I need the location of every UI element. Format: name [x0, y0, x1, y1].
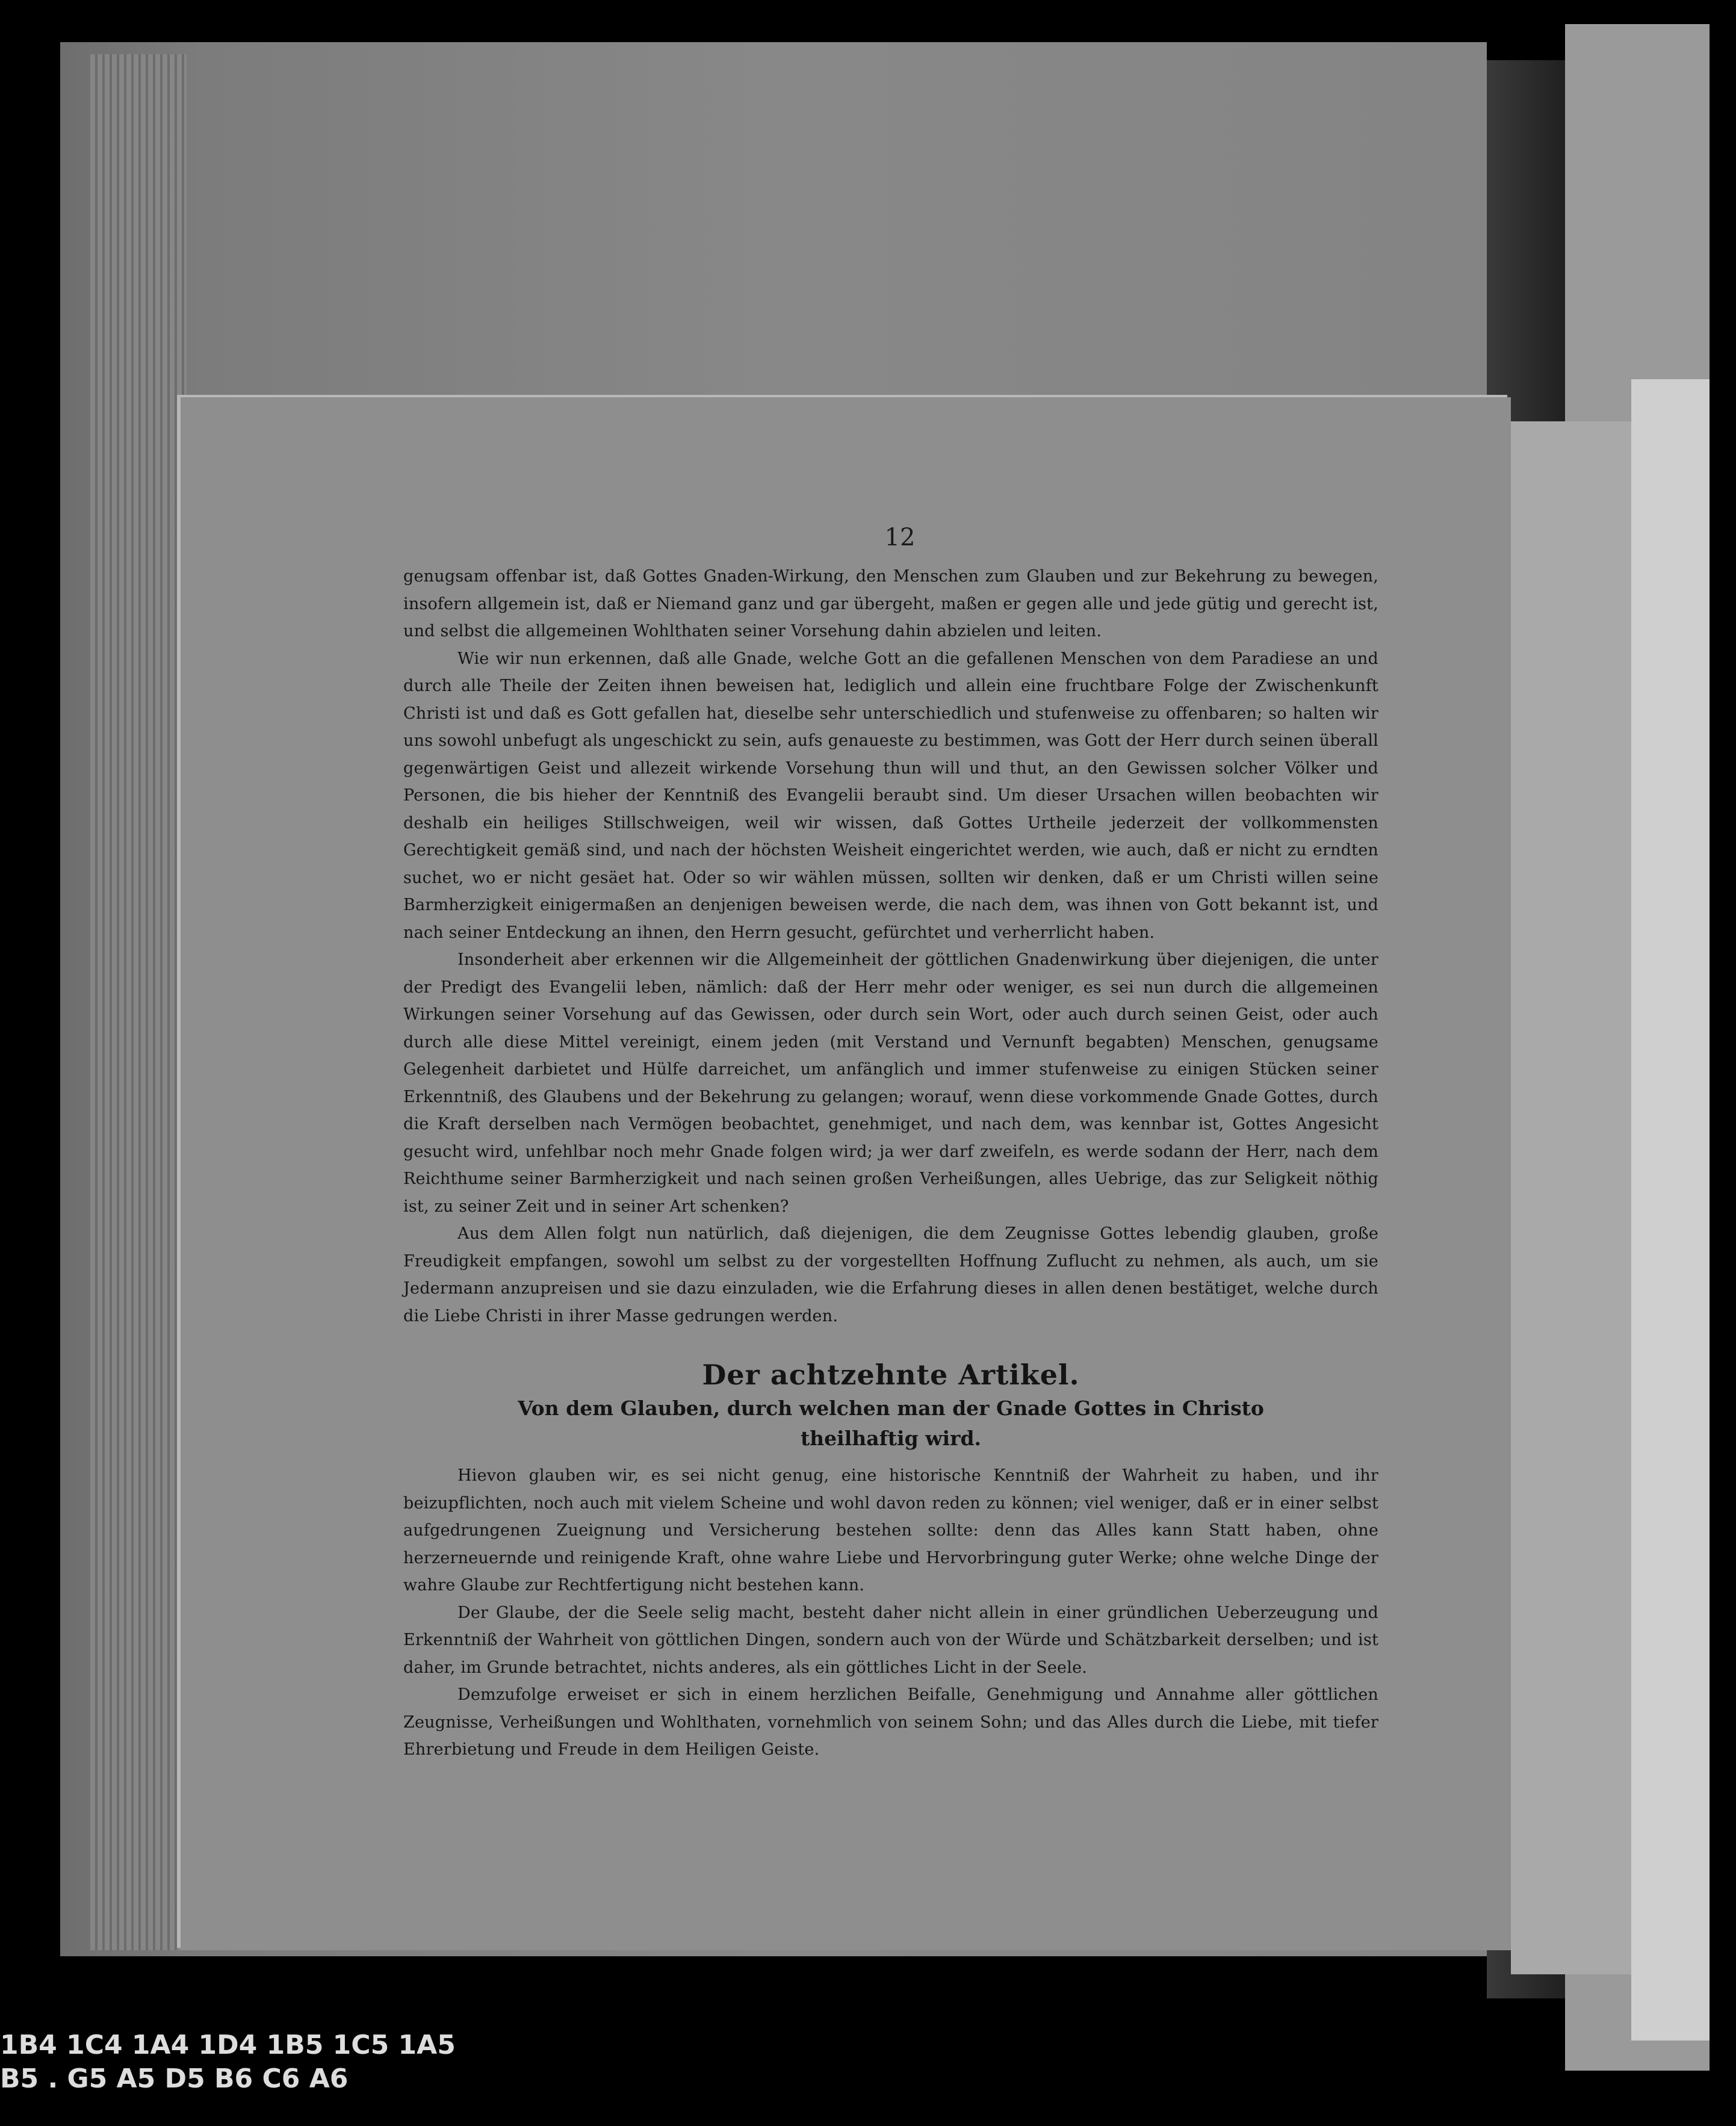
paragraph: Insonderheit aber erkennen wir die Allgemeinheit der göttlichen Gnadenwirkung über diejenigen, die unter der Predigt des Evangelii leben, nämlich: daß der Herr mehr oder weniger, es sei nun durch die allgemeinen Wirkungen seiner Vorsehung auf das Gewissen, oder durch sein Wort, oder auch durch seinen Geist, oder auch durch alle diese Mittel vereinigt, einem jeden (mit Verstand und Vernunft begabten) Menschen, genugsame Gelegenheit darbietet und Hülfe darreichet, um anfänglich und immer stufenweise zu einigen Stücken seiner Erkenntniß, des Glaubens und der Bekehrung zu gelangen; worauf, wenn diese vorkommende Gnade Gottes, durch die Kraft derselben nach Vermögen beobachtet, genehmiget, und nach dem, was kennbar ist, Gottes Angesicht gesucht wird, unfehlbar noch mehr Gnade folgen wird; ja wer darf zweifeln, es werde sodann der Herr, nach dem Reichthume seiner Barmherzigkeit und nach seinen großen Verheißungen, alles Uebrige, das zur Seligkeit nöthig ist, zu seiner Zeit und in seiner Art schenken? [403, 950, 1378, 1216]
paragraph: Wie wir nun erkennen, daß alle Gnade, welche Gott an die gefallenen Menschen von dem Paradiese an und durch alle Theile der Zeiten ihnen beweisen hat, lediglich und allein eine fruchtbare Folge der Zwischenkunft Christi ist und daß es Gott gefallen hat, dieselbe sehr unterschiedlich und stufenweise zu offenbaren; so halten wir uns sowohl unbefugt als ungeschickt zu sein, aufs genaueste zu bestimmen, was Gott der Herr durch seinen überall gegenwärtigen Geist und allezeit wirkende Vorsehung thun will und thut, an den Gewissen solcher Völker und Personen, die bis hieher der Kenntniß des Evangelii beraubt sind. Um dieser Ursachen willen beobachten wir deshalb ein heiliges Stillschweigen, weil wir wissen, daß Gottes Urtheile jederzeit der vollkommensten Gerechtigkeit gemäß sind, und nach der höchsten Weisheit eingerichtet werden, wie auch, daß er nicht zu erndten suchet, wo er nicht gesäet hat. Oder so wir wählen müssen, sollten wir denken, daß er um Christi willen seine Barmherzigkeit einigermaßen an denjenigen beweisen werde, die nach dem, was ihnen von Gott bekannt ist, und nach seiner Entdeckung an ihnen, den Herrn gesucht, gefürchtet und verherrlicht haben. [403, 649, 1378, 942]
film-label-line: 1B4 1C4 1A4 1D4 1B5 1C5 1A5 [0, 2030, 456, 2060]
article-title: Der achtzehnte Artikel. [702, 1359, 1080, 1391]
paragraph: Demzufolge erweiset er sich in einem herzlichen Beifalle, Genehmigung und Annahme aller göttlichen Zeugnisse, Verheißungen und Wohlthaten, vornehmlich von seinem Sohn; und das Alles durch die Liebe, mit tiefer Ehrerbietung und Freude in dem Heiligen Geiste. [403, 1685, 1378, 1759]
page-number: 12 [884, 524, 916, 551]
film-labels [0, 2028, 456, 2096]
article-subtitle [403, 1393, 1378, 1454]
page-edges [90, 54, 187, 1950]
paragraph: genugsam offenbar ist, daß Gottes Gnaden-Wirkung, den Menschen zum Glauben und zur Bekehrung zu bewegen, insofern allgemein ist, daß er Niemand ganz und gar übergeht, maßen er gegen alle und jede gütig und gerecht ist, und selbst die allgemeinen Wohlthaten seiner Vorsehung dahin abzielen und leiten. [403, 567, 1378, 640]
right-strip-inner [1631, 379, 1710, 2041]
front-page-right-margin [1511, 421, 1631, 1974]
film-label-line: B5 . G5 A5 D5 B6 C6 A6 [0, 2063, 349, 2094]
text-block [403, 563, 1378, 1764]
paragraph: Hievon glauben wir, es sei nicht genug, eine historische Kenntniß der Wahrheit zu haben, und ihr beizupflichten, noch auch mit vielem Scheine und wohl davon reden zu können; viel weniger, daß er in einer selbst aufgedrungenen Zueignung und Versicherung bestehen sollte: denn das Alles kann Statt haben, ohne herzerneuernde und reinigende Kraft, ohne wahre Liebe und Hervorbringung guter Werke; ohne welche Dinge der wahre Glaube zur Rechtfertigung nicht bestehen kann. [403, 1466, 1378, 1595]
article-subtitle-line: theilhaftig wird. [800, 1427, 982, 1450]
article-subtitle-line: Von dem Glauben, durch welchen man der Gnade Gottes in Christo [518, 1396, 1264, 1420]
paragraph: Der Glaube, der die Seele selig macht, besteht daher nicht allein in einer gründlichen Ueberzeugung und Erkenntniß der Wahrheit von göttlichen Dingen, sondern auch von der Würde und Schätzbarkeit derselben; und ist daher, im Grunde betrachtet, nichts anderes, als ein göttliches Licht in der Seele. [403, 1603, 1378, 1677]
paragraph: Aus dem Allen folgt nun natürlich, daß diejenigen, die dem Zeugnisse Gottes lebendig glauben, große Freudigkeit empfangen, sowohl um selbst zu der vorgestellten Hoffnung Zuflucht zu nehmen, als auch, um sie Jedermann anzupreisen und sie dazu einzuladen, wie die Erfahrung dieses in allen denen bestätiget, welche durch die Liebe Christi in ihrer Masse gedrungen werden. [403, 1224, 1378, 1325]
